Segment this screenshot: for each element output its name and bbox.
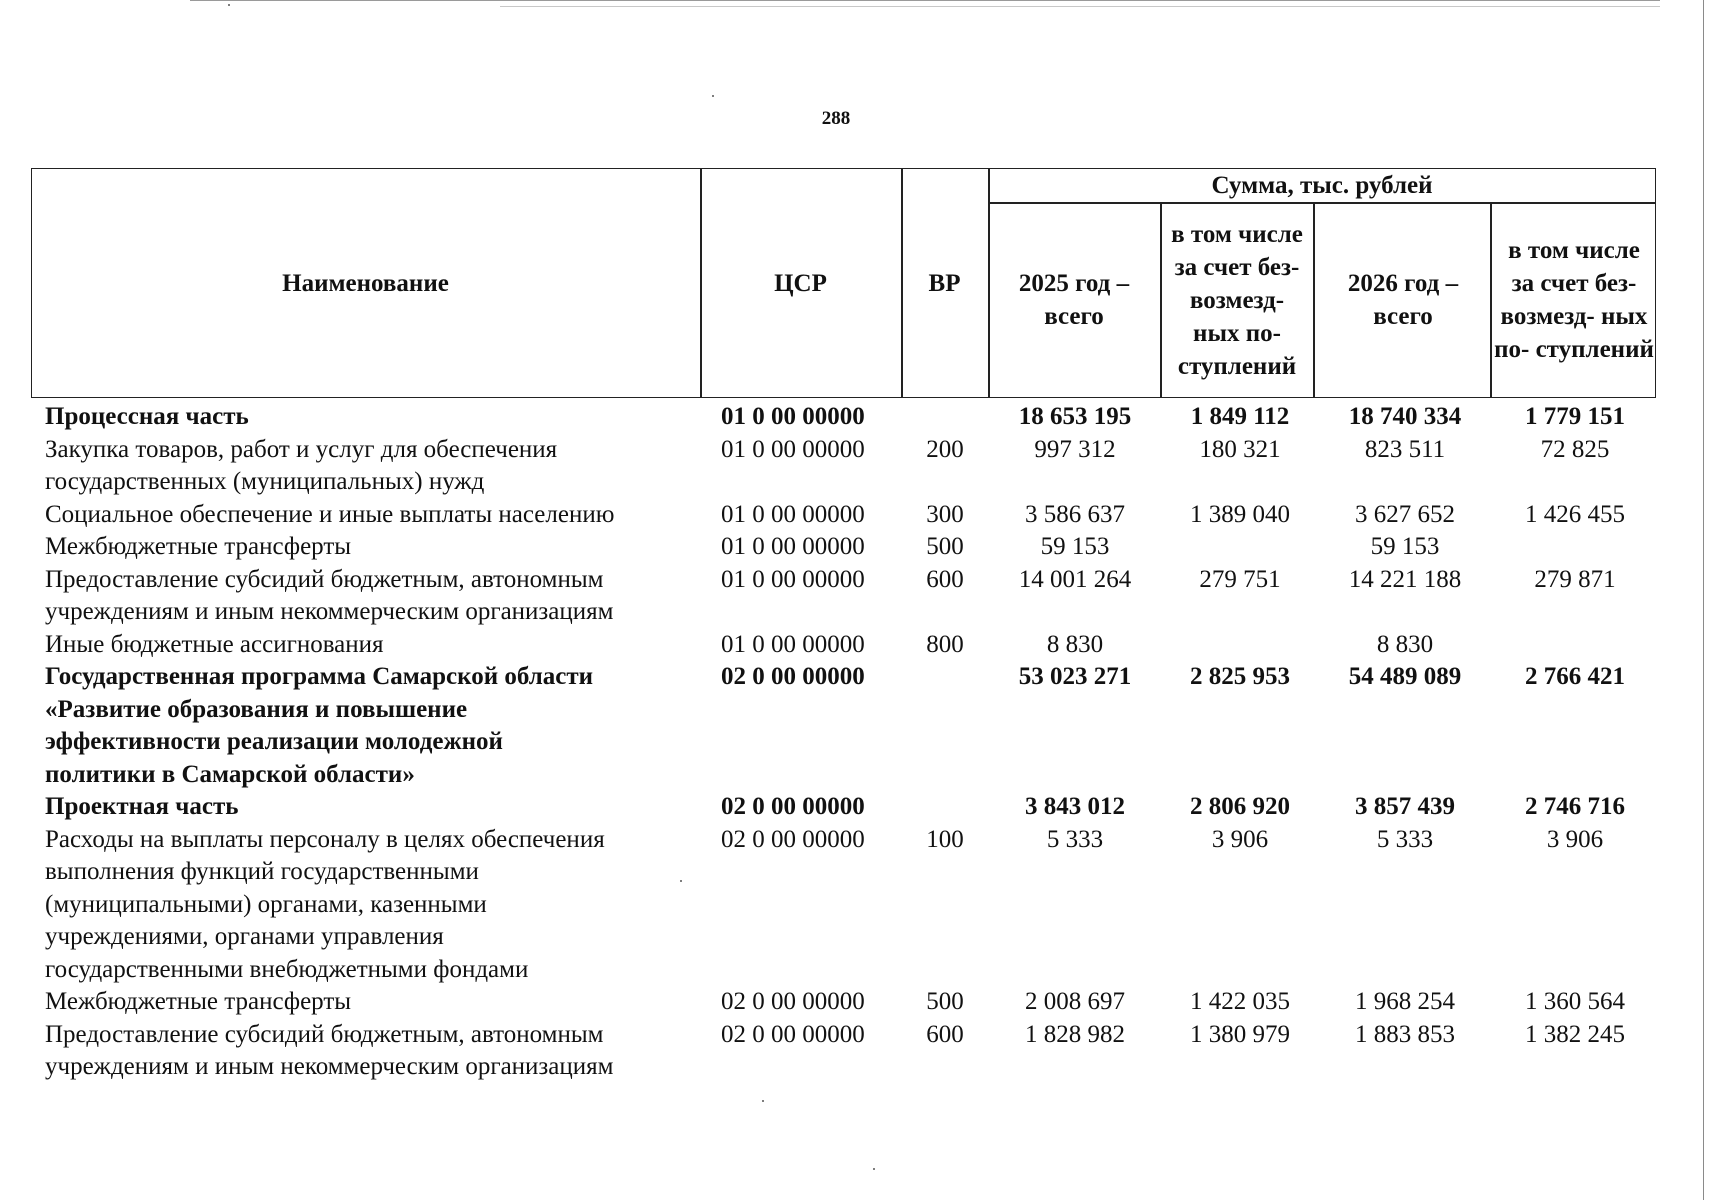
scan-edge-line bbox=[190, 0, 1660, 1]
row-2026-grants: 2 766 421 bbox=[1525, 663, 1625, 690]
row-2025-total: 59 153 bbox=[1040, 533, 1110, 560]
row-2026-total: 1 968 254 bbox=[1355, 988, 1455, 1015]
row-2025-grants: 3 906 bbox=[1211, 825, 1269, 853]
row-vr: 200 bbox=[926, 435, 964, 463]
row-vr: 300 bbox=[926, 500, 964, 528]
row-2025-grants: 279 751 bbox=[1199, 565, 1281, 593]
row-2025-total: 997 312 bbox=[1034, 435, 1116, 463]
row-2026-grants: 3 906 bbox=[1546, 825, 1604, 853]
row-name: Социальное обеспечение и иные выплаты населению bbox=[45, 500, 615, 528]
row-vr: 600 bbox=[926, 1020, 964, 1048]
header-2026-total: 2026 год – всего bbox=[1347, 270, 1459, 330]
header-sum-group: Сумма, тыс. рублей bbox=[1211, 171, 1433, 199]
row-csr: 02 0 00 00000 bbox=[721, 793, 865, 820]
row-2026-grants: 1 360 564 bbox=[1525, 988, 1625, 1015]
scan-speck bbox=[228, 4, 230, 6]
row-name: Иные бюджетные ассигнования bbox=[45, 630, 384, 658]
header-divider bbox=[1160, 202, 1162, 398]
row-name: Межбюджетные трансферты bbox=[45, 533, 352, 560]
row-2025-total: 5 333 bbox=[1046, 825, 1104, 853]
header-name: Наименование bbox=[282, 269, 449, 297]
row-csr: 02 0 00 00000 bbox=[721, 663, 865, 690]
row-name: Предоставление субсидий бюджетным, автономным учреждениям и иным некоммерческим организациям bbox=[45, 1020, 614, 1080]
row-2025-total: 18 653 195 bbox=[1018, 403, 1132, 430]
row-csr: 01 0 00 00000 bbox=[721, 500, 865, 528]
row-2026-total: 823 511 bbox=[1364, 435, 1446, 463]
row-name: Межбюджетные трансферты bbox=[45, 988, 352, 1015]
row-2025-total: 3 586 637 bbox=[1025, 500, 1125, 528]
row-2026-grants: 279 871 bbox=[1534, 565, 1616, 593]
row-2025-grants: 2 825 953 bbox=[1190, 663, 1290, 690]
header-2025-total: 2025 год – всего bbox=[1018, 270, 1130, 330]
row-name: Государственная программа Самарской области «Развитие образования и повышение эффективности реализации молодежной политики в Самарской области» bbox=[45, 663, 594, 788]
scan-speck bbox=[873, 1168, 875, 1170]
row-csr: 01 0 00 00000 bbox=[721, 533, 865, 560]
header-divider bbox=[1490, 202, 1492, 398]
scan-edge-line-faint bbox=[500, 6, 1660, 7]
row-2026-grants: 1 426 455 bbox=[1525, 500, 1625, 528]
row-name: Расходы на выплаты персоналу в целях обеспечения выполнения функций государственными (муниципальными) органами, казенными учреждениями, органами управления государственными внебюджетными фондами bbox=[45, 825, 605, 983]
row-name: Проектная часть bbox=[45, 793, 239, 820]
row-csr: 01 0 00 00000 bbox=[721, 435, 865, 463]
row-2025-grants: 1 849 112 bbox=[1190, 403, 1290, 430]
row-2026-total: 3 627 652 bbox=[1355, 500, 1455, 528]
scan-speck bbox=[712, 95, 714, 97]
row-name: Процессная часть bbox=[45, 403, 249, 430]
row-vr: 800 bbox=[926, 630, 964, 658]
row-2025-total: 2 008 697 bbox=[1025, 988, 1125, 1015]
row-2026-total: 14 221 188 bbox=[1348, 565, 1462, 593]
row-2025-grants: 1 380 979 bbox=[1190, 1020, 1290, 1048]
row-csr: 02 0 00 00000 bbox=[721, 1020, 865, 1048]
row-2026-total: 1 883 853 bbox=[1355, 1020, 1455, 1048]
row-2025-grants: 1 422 035 bbox=[1190, 988, 1290, 1015]
header-divider bbox=[1313, 202, 1315, 398]
row-2026-grants: 1 382 245 bbox=[1525, 1020, 1625, 1048]
row-2025-grants: 2 806 920 bbox=[1190, 793, 1290, 820]
row-csr: 01 0 00 00000 bbox=[721, 403, 865, 430]
row-2025-grants: 1 389 040 bbox=[1190, 500, 1290, 528]
row-vr: 600 bbox=[926, 565, 964, 593]
row-csr: 01 0 00 00000 bbox=[721, 565, 865, 593]
row-name: Закупка товаров, работ и услуг для обеспечения государственных (муниципальных) нужд bbox=[45, 435, 558, 495]
row-csr: 01 0 00 00000 bbox=[721, 630, 865, 658]
row-vr: 100 bbox=[926, 825, 964, 853]
row-2025-total: 3 843 012 bbox=[1025, 793, 1125, 820]
header-csr: ЦСР bbox=[774, 269, 827, 297]
row-vr: 500 bbox=[926, 533, 964, 560]
header-2026-grants: в том числе за счет без- возмезд- ных по- ступлений bbox=[1494, 237, 1654, 363]
row-2025-total: 1 828 982 bbox=[1025, 1020, 1125, 1048]
row-2026-grants: 72 825 bbox=[1540, 435, 1610, 463]
row-2025-total: 14 001 264 bbox=[1018, 565, 1132, 593]
row-csr: 02 0 00 00000 bbox=[721, 988, 865, 1015]
header-vr: ВР bbox=[928, 269, 961, 297]
row-2026-grants: 1 779 151 bbox=[1525, 403, 1625, 430]
row-2026-grants: 2 746 716 bbox=[1525, 793, 1625, 820]
row-2025-grants: 180 321 bbox=[1199, 435, 1281, 463]
row-vr: 500 bbox=[926, 988, 964, 1015]
row-2026-total: 54 489 089 bbox=[1348, 663, 1462, 690]
row-2026-total: 18 740 334 bbox=[1348, 403, 1462, 430]
row-2026-total: 8 830 bbox=[1376, 630, 1434, 658]
row-2026-total: 3 857 439 bbox=[1355, 793, 1455, 820]
row-name: Предоставление субсидий бюджетным, автономным учреждениям и иным некоммерческим организациям bbox=[45, 565, 614, 625]
row-2026-total: 59 153 bbox=[1370, 533, 1440, 560]
row-csr: 02 0 00 00000 bbox=[721, 825, 865, 853]
row-2025-total: 8 830 bbox=[1046, 630, 1104, 658]
row-2026-total: 5 333 bbox=[1376, 825, 1434, 853]
row-2025-total: 53 023 271 bbox=[1018, 663, 1132, 690]
header-2025-grants: в том числе за счет без- возмезд- ных по- ступлений bbox=[1171, 220, 1303, 380]
page-number: 288 bbox=[821, 108, 851, 129]
scan-speck bbox=[762, 1100, 764, 1102]
scan-right-edge bbox=[1703, 0, 1704, 1200]
